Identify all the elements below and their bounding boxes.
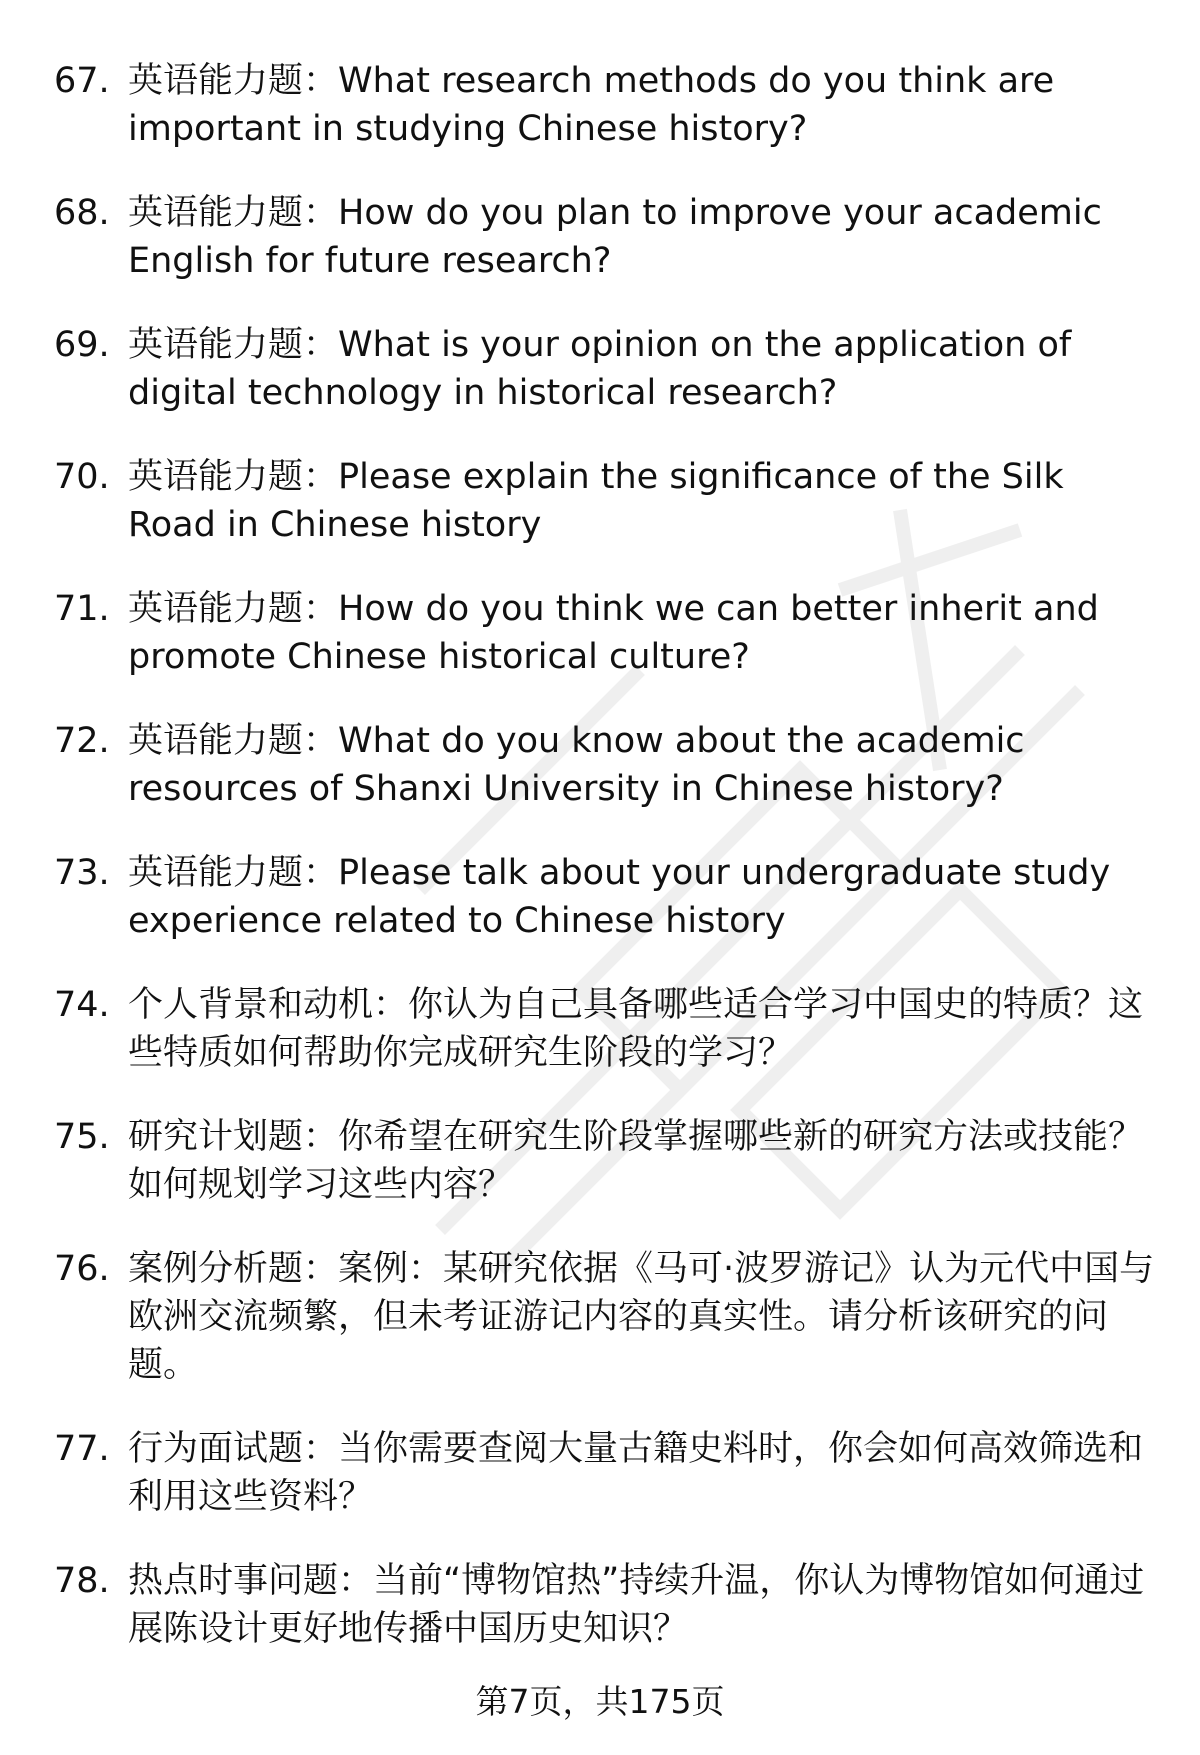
question-number: 75. [54, 1117, 110, 1157]
question-item [0, 717, 1200, 849]
question-body: Please explain the significance of the Silk Road in Chinese history [128, 457, 1064, 545]
question-text [128, 321, 1160, 417]
question-text [128, 57, 1160, 153]
question-item [0, 1113, 1200, 1245]
question-body: Please talk about your undergraduate study experience related to Chinese history [128, 853, 1111, 941]
question-item [0, 1425, 1200, 1557]
question-item [0, 189, 1200, 321]
question-item [0, 849, 1200, 981]
question-item [0, 1557, 1200, 1689]
question-text [128, 849, 1160, 945]
question-text [128, 717, 1160, 813]
question-category: 英语能力题： [128, 61, 339, 101]
question-category: 英语能力题： [128, 853, 339, 893]
question-body: What research methods do you think are important in studying Chinese history? [128, 61, 1055, 149]
question-category: 英语能力题： [128, 325, 339, 365]
question-category: 案例分析题： [128, 1249, 339, 1289]
question-category: 英语能力题： [128, 457, 339, 497]
question-item [0, 585, 1200, 717]
question-number: 77. [54, 1429, 110, 1469]
question-text [128, 981, 1160, 1077]
page-number-footer: 第7页，共175页 [475, 1682, 725, 1721]
question-body: 你认为自己具备哪些适合学习中国史的特质？这些特质如何帮助你完成研究生阶段的学习？ [128, 985, 1144, 1073]
question-text [128, 585, 1160, 681]
question-number: 76. [54, 1249, 110, 1289]
question-item [0, 1245, 1200, 1425]
question-number: 68. [54, 193, 110, 233]
question-number: 71. [54, 589, 110, 629]
question-item [0, 981, 1200, 1113]
question-category: 行为面试题： [128, 1429, 339, 1469]
question-text [128, 1245, 1160, 1389]
question-list [0, 57, 1200, 1689]
question-body: 案例：某研究依据《马可·波罗游记》认为元代中国与欧洲交流频繁，但未考证游记内容的真实性。请分析该研究的问题。 [128, 1249, 1155, 1385]
question-category: 英语能力题： [128, 193, 339, 233]
question-text [128, 1113, 1160, 1209]
question-number: 72. [54, 721, 110, 761]
question-number: 69. [54, 325, 110, 365]
question-category: 英语能力题： [128, 589, 339, 629]
question-body: What is your opinion on the application of digital technology in historical research? [128, 325, 1072, 413]
question-text [128, 1557, 1160, 1653]
question-text [128, 189, 1160, 285]
question-number: 70. [54, 457, 110, 497]
question-body: 当你需要查阅大量古籍史料时，你会如何高效筛选和利用这些资料？ [128, 1429, 1144, 1517]
question-item [0, 453, 1200, 585]
question-item [0, 321, 1200, 453]
question-number: 78. [54, 1561, 110, 1601]
question-number: 73. [54, 853, 110, 893]
question-number: 67. [54, 61, 110, 101]
question-text [128, 1425, 1160, 1521]
question-body: What do you know about the academic resources of Shanxi University in Chinese history? [128, 721, 1025, 809]
question-body: How do you plan to improve your academic English for future research? [128, 193, 1102, 281]
question-number: 74. [54, 985, 110, 1025]
question-item [0, 57, 1200, 189]
question-category: 研究计划题： [128, 1117, 339, 1157]
question-body: How do you think we can better inherit and promote Chinese historical culture? [128, 589, 1099, 677]
question-text [128, 453, 1160, 549]
question-category: 英语能力题： [128, 721, 339, 761]
question-category: 热点时事问题： [128, 1561, 374, 1601]
question-category: 个人背景和动机： [128, 985, 409, 1025]
question-body: 当前“博物馆热”持续升温，你认为博物馆如何通过展陈设计更好地传播中国历史知识？ [128, 1561, 1145, 1649]
question-body: 你希望在研究生阶段掌握哪些新的研究方法或技能？如何规划学习这些内容？ [128, 1117, 1144, 1205]
